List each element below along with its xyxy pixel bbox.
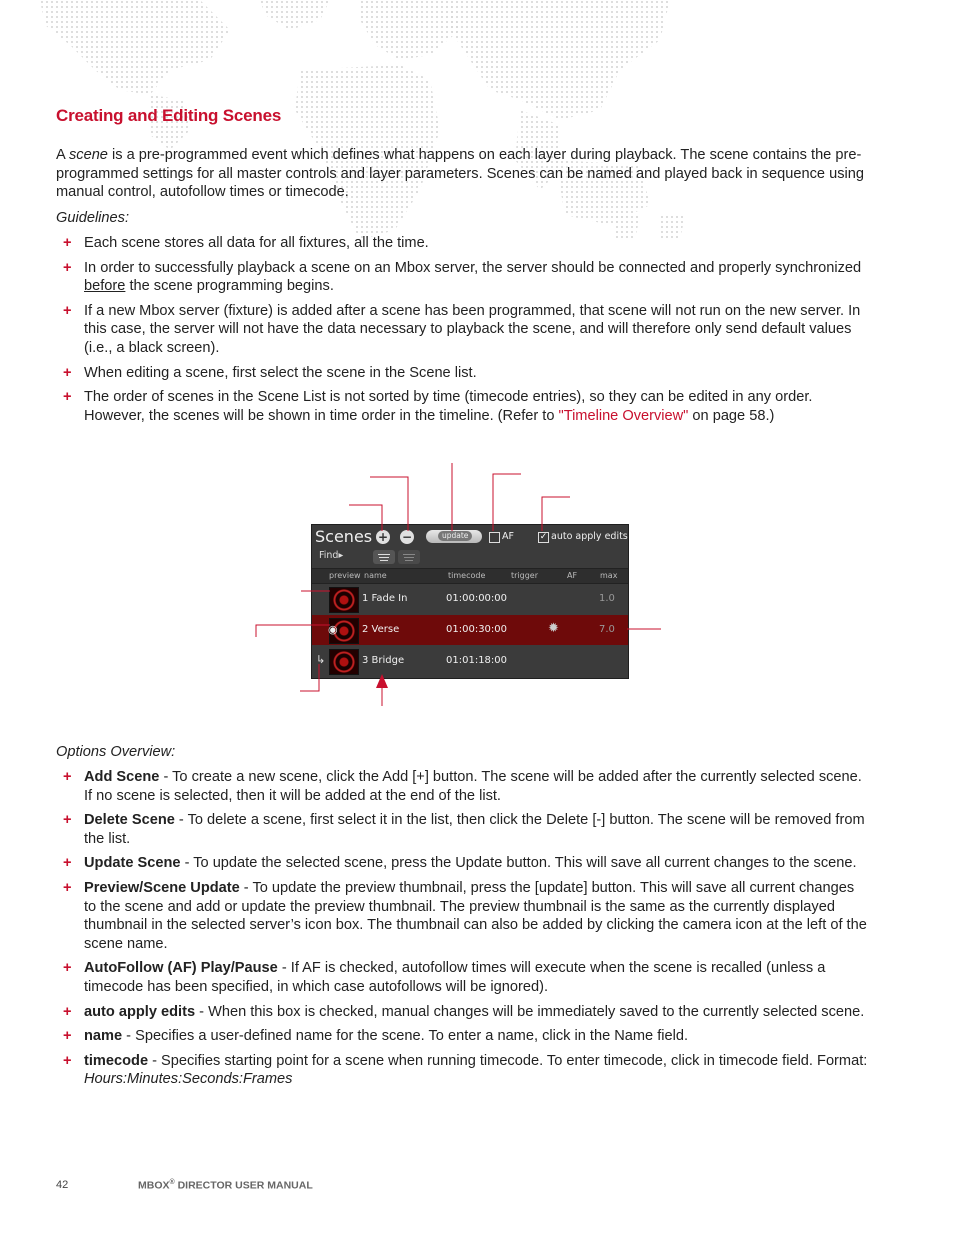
scene-timecode[interactable]: 01:01:18:00 bbox=[446, 655, 508, 666]
bullet-plus-icon: + bbox=[63, 389, 72, 406]
callout-delete bbox=[370, 477, 408, 531]
camera-icon[interactable]: ◉ bbox=[328, 623, 338, 636]
add-scene-button[interactable]: + bbox=[377, 530, 389, 544]
list-item: + auto apply edits - When this box is checked, manual changes will be immediately saved to the currently selected scene. bbox=[63, 1003, 865, 1020]
col-max[interactable]: max bbox=[600, 571, 618, 580]
af-checkbox[interactable] bbox=[489, 532, 500, 543]
list-item: + Preview/Scene Update - To update the preview thumbnail, press the [update] button. This will save all current changes to the scene and add or update the preview thumbnail. The preview thumbnail is the same as the currently displayed thumbnail in the selected server’s icon box. The thumbnail can also be added by clicking the camera icon at the left of the scene name. bbox=[63, 879, 867, 952]
bullet-plus-icon: + bbox=[63, 855, 72, 872]
list-item: + If a new Mbox server (fixture) is added after a scene has been programmed, that scene will not run on the new server. In this case, the server will not have the data necessary to playback the scene, and will therefore only send default values (i.e., a black screen). bbox=[63, 302, 861, 356]
delete-scene-button[interactable]: − bbox=[401, 530, 413, 544]
table-row[interactable] bbox=[312, 646, 628, 676]
options-list bbox=[56, 768, 868, 1095]
col-trigger[interactable]: trigger bbox=[511, 571, 539, 580]
list-item: + The order of scenes in the Scene List is not sorted by time (timecode entries), so they can be edited in any order. However, the scenes will be shown in time order in the timeline. (Refer to "Timeline Overview" on page 58.) bbox=[63, 389, 813, 424]
bullet-plus-icon: + bbox=[63, 1052, 72, 1069]
bullet-plus-icon: + bbox=[63, 1028, 72, 1045]
list-item: + name - Specifies a user-defined name for the scene. To enter a name, click in the Name field. bbox=[63, 1028, 689, 1045]
update-button[interactable]: update bbox=[426, 530, 482, 543]
scenes-panel bbox=[311, 524, 629, 679]
auto-apply-label: auto apply edits bbox=[551, 531, 628, 542]
bullet-plus-icon: + bbox=[63, 259, 72, 276]
scene-max: 1.0 bbox=[599, 593, 615, 604]
scene-name[interactable]: 3 Bridge bbox=[362, 655, 405, 666]
scene-name[interactable]: 2 Verse bbox=[362, 624, 400, 635]
preview-thumbnail[interactable] bbox=[329, 587, 359, 613]
list-item: + Each scene stores all data for all fixtures, all the time. bbox=[63, 235, 429, 251]
trigger-gear-icon[interactable]: ✹ bbox=[548, 621, 559, 636]
list-item: + Update Scene - To update the selected scene, press the Update button. This will save all current changes to the scene. bbox=[63, 855, 857, 872]
column-header bbox=[312, 568, 628, 584]
list-item: + timecode - Specifies starting point for a scene when running timecode. To enter timecode, click in timecode field. Format: Hours:Minutes:Seconds:Frames bbox=[63, 1052, 868, 1088]
col-name[interactable]: name bbox=[364, 571, 387, 580]
intro-term: scene bbox=[68, 147, 108, 163]
return-arrow-icon: ↳ bbox=[316, 653, 326, 666]
bullet-plus-icon: + bbox=[63, 364, 72, 381]
options-label: Options Overview: bbox=[56, 744, 176, 760]
bullet-plus-icon: + bbox=[63, 812, 72, 829]
col-timecode[interactable]: timecode bbox=[448, 571, 486, 580]
scenes-panel-title: Scenes bbox=[315, 527, 373, 546]
list-item: + In order to successfully playback a scene on an Mbox server, the server should be connected and properly synchronized before the scene programming begins. bbox=[63, 259, 862, 295]
list-item: + Add Scene - To create a new scene, click the Add [+] button. The scene will be added after the currently selected scene. If no scene is selected, then it will be added at the end of the list. bbox=[63, 769, 862, 804]
page-number: 42 bbox=[56, 1179, 69, 1191]
bullet-plus-icon: + bbox=[63, 235, 72, 251]
filter-button[interactable] bbox=[373, 550, 395, 564]
intro-paragraph: A scene is a pre-programmed event which defines what happens on each layer during playback. The scene contains the pre-programmed settings for all master controls and layer parameters. Scenes can be named and played back in sequence using manual control, autofollow times or timecode. bbox=[56, 147, 864, 201]
table-row[interactable] bbox=[312, 615, 628, 645]
bullet-plus-icon: + bbox=[63, 302, 72, 319]
preview-thumbnail[interactable] bbox=[329, 649, 359, 675]
scene-timecode[interactable]: 01:00:30:00 bbox=[446, 624, 508, 635]
bullet-plus-icon: + bbox=[63, 960, 72, 977]
bullet-plus-icon: + bbox=[63, 879, 72, 896]
scene-max: 7.0 bbox=[599, 624, 615, 635]
scene-timecode[interactable]: 01:00:00:00 bbox=[446, 593, 508, 604]
list-item: + AutoFollow (AF) Play/Pause - If AF is checked, autofollow times will execute when the scene is recalled (unless a timecode has been specified, in which case autofollows will be ignored). bbox=[63, 960, 826, 995]
list-item: + Delete Scene - To delete a scene, first select it in the list, then click the Delete [-] button. The scene will be removed from the list. bbox=[63, 812, 865, 847]
timeline-overview-link[interactable]: "Timeline Overview" bbox=[558, 407, 689, 424]
col-preview[interactable]: preview bbox=[329, 571, 361, 580]
guidelines-list bbox=[56, 234, 868, 431]
af-label: AF bbox=[502, 531, 514, 542]
scene-name[interactable]: 1 Fade In bbox=[362, 593, 408, 604]
filter-clear-button[interactable] bbox=[398, 550, 420, 564]
guidelines-label: Guidelines: bbox=[56, 210, 130, 226]
find-button[interactable]: Find▸ bbox=[319, 550, 344, 561]
bullet-plus-icon: + bbox=[63, 1003, 72, 1020]
col-af[interactable]: AF bbox=[567, 571, 578, 580]
callout-af bbox=[493, 474, 521, 531]
section-heading: Creating and Editing Scenes bbox=[56, 106, 282, 125]
footer-title: MBOX® DIRECTOR USER MANUAL bbox=[138, 1179, 313, 1192]
table-row[interactable] bbox=[312, 584, 628, 614]
bullet-plus-icon: + bbox=[63, 769, 72, 785]
list-item: + When editing a scene, first select the scene in the Scene list. bbox=[63, 364, 477, 381]
auto-apply-checkbox[interactable]: ✓ bbox=[539, 532, 548, 542]
